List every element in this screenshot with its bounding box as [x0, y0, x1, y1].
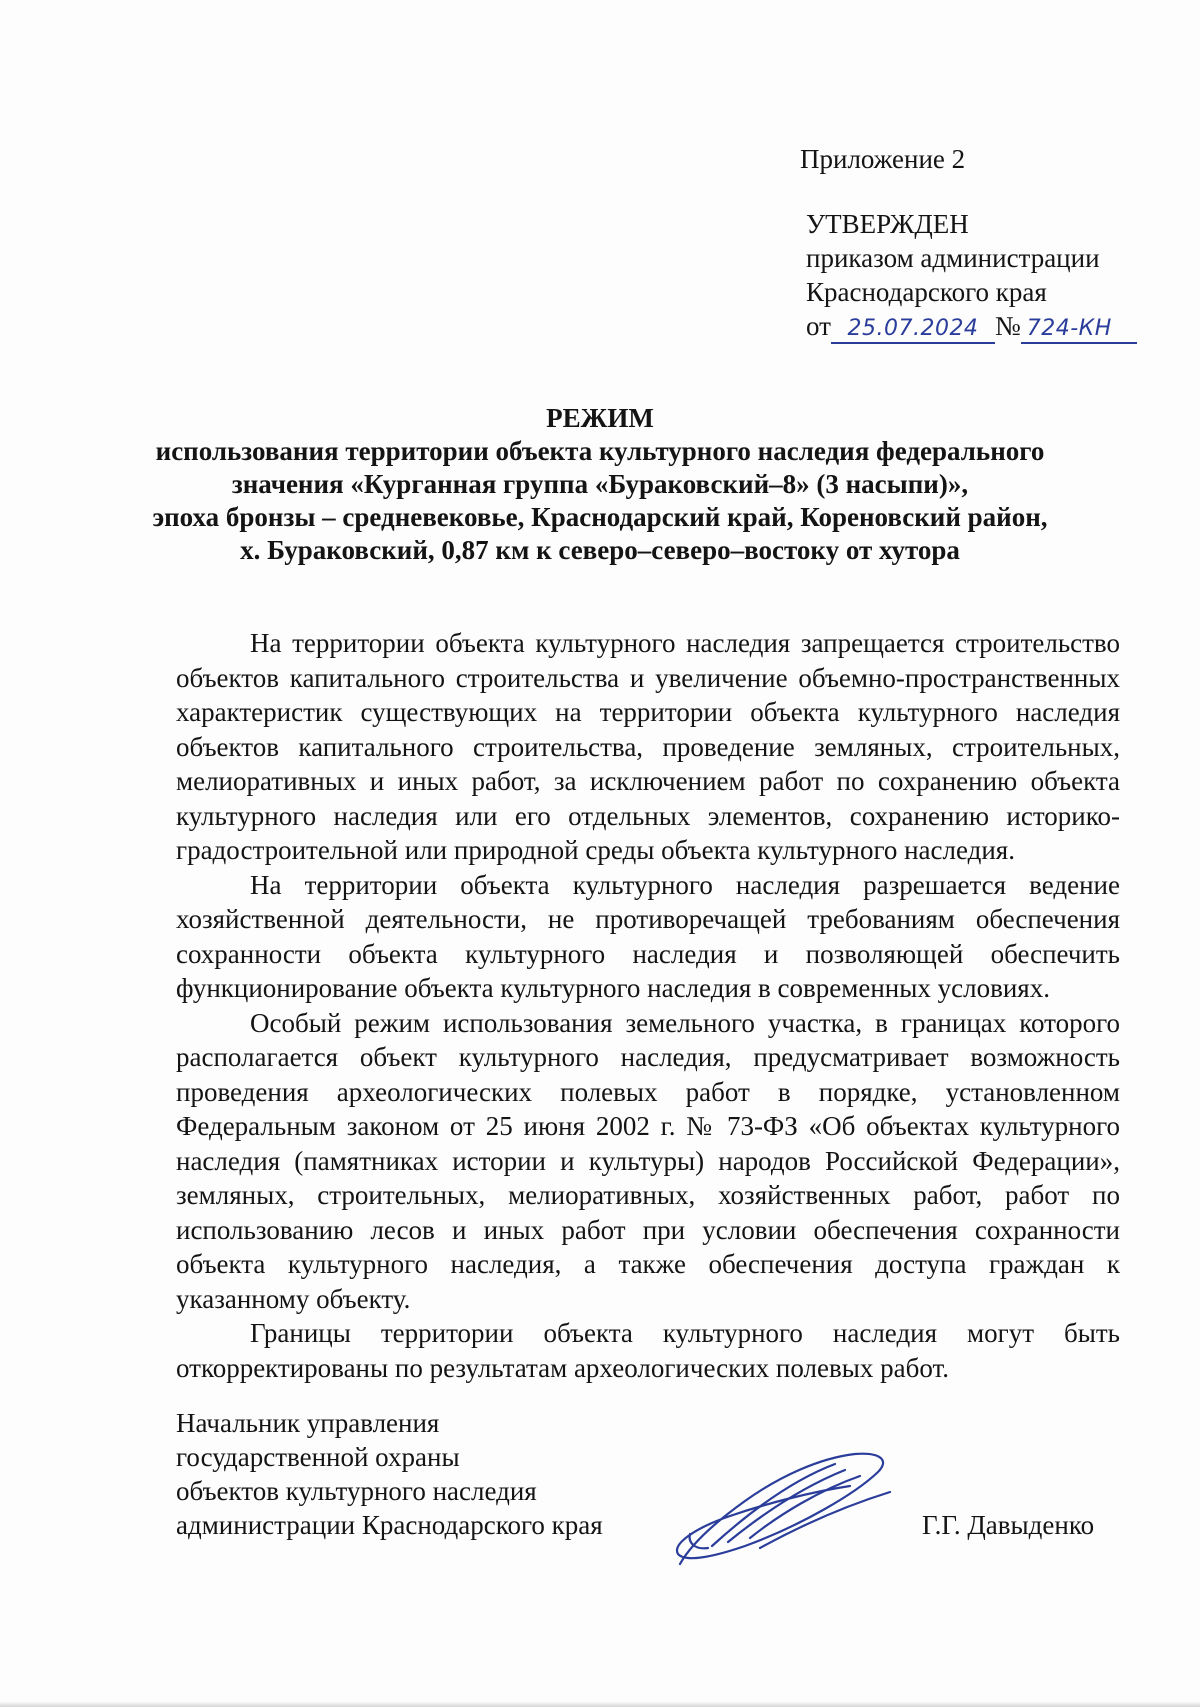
- handwritten-signature: [650, 1446, 910, 1571]
- order-date-number: [806, 309, 1137, 344]
- title-line-3: эпоха бронзы – средневековье, Краснодарский край, Кореновский район,: [152, 502, 1048, 532]
- approved-label: УТВЕРЖДЕН: [806, 209, 969, 239]
- position-line-3: объектов культурного наследия: [176, 1476, 537, 1506]
- title-line-1: использования территории объекта культурного наследия федерального: [155, 436, 1045, 466]
- document-body: [176, 626, 1120, 1385]
- annex-label: Приложение 2: [800, 144, 966, 174]
- signer-name: Г.Г. Давыденко: [922, 1510, 1095, 1540]
- title-line-2: значения «Курганная группа «Бураковский–8» (3 насыпи)»,: [231, 469, 969, 499]
- position-line-1: Начальник управления: [176, 1408, 440, 1438]
- document-title: [150, 402, 1050, 567]
- approved-by-order: приказом администрации: [806, 243, 1100, 273]
- paragraph-permissions: На территории объекта культурного наследия разрешается ведение хозяйственной деятельности, не противоречащей требованиям обеспечения сохранности объекта культурного наследия и позволяющей обеспечить функционирование объекта культурного наследия в современных условиях.: [176, 869, 1120, 1003]
- paragraph-boundaries: Границы территории объекта культурного наследия могут быть откорректированы по результатам археологических полевых работ.: [176, 1318, 1120, 1383]
- approval-block: [800, 142, 1137, 344]
- position-line-4: администрации Краснодарского края: [176, 1510, 603, 1540]
- order-number-handwritten: 724-КН: [1021, 316, 1137, 344]
- position-line-2: государственной охраны: [176, 1442, 460, 1472]
- page-edge: [0, 1701, 1200, 1707]
- approved-region: Краснодарского края: [806, 277, 1047, 307]
- order-date-handwritten: 25.07.2024: [831, 316, 995, 344]
- paragraph-special-regime: Особый режим использования земельного участка, в границах которого располагается объект культурного наследия, предусматривает возможность проведения археологических полевых работ в порядке, установленном Федеральным законом от 25 июня 2002 г. № 73-ФЗ «Об объектах культурного наследия (памятниках истории и культуры) народов Российской Федерации», земляных, строительных, мелиоративных, хозяйственных работ, работ по использованию лесов и иных работ при условии обеспечения сохранности объекта культурного наследия, а также обеспечения доступа граждан к указанному объекту.: [176, 1007, 1120, 1314]
- signature-position: [176, 1406, 603, 1542]
- title-line-4: х. Бураковский, 0,87 км к северо–северо–востоку от хутора: [240, 535, 960, 565]
- number-prefix: №: [994, 311, 1021, 341]
- paragraph-prohibitions: На территории объекта культурного наследия запрещается строительство объектов капитального строительства и увеличение объемно-пространственных характеристик существующих на территории объекта культурного наследия объектов капитального строительства, проведение земляных, строительных, мелиоративных и иных работ, за исключением работ по сохранению объекта культурного наследия или его отдельных элементов, сохранению историко-градостроительной или природной среды объекта культурного наследия.: [176, 628, 1120, 865]
- title-heading: РЕЖИМ: [546, 403, 654, 433]
- date-prefix: от: [806, 311, 831, 341]
